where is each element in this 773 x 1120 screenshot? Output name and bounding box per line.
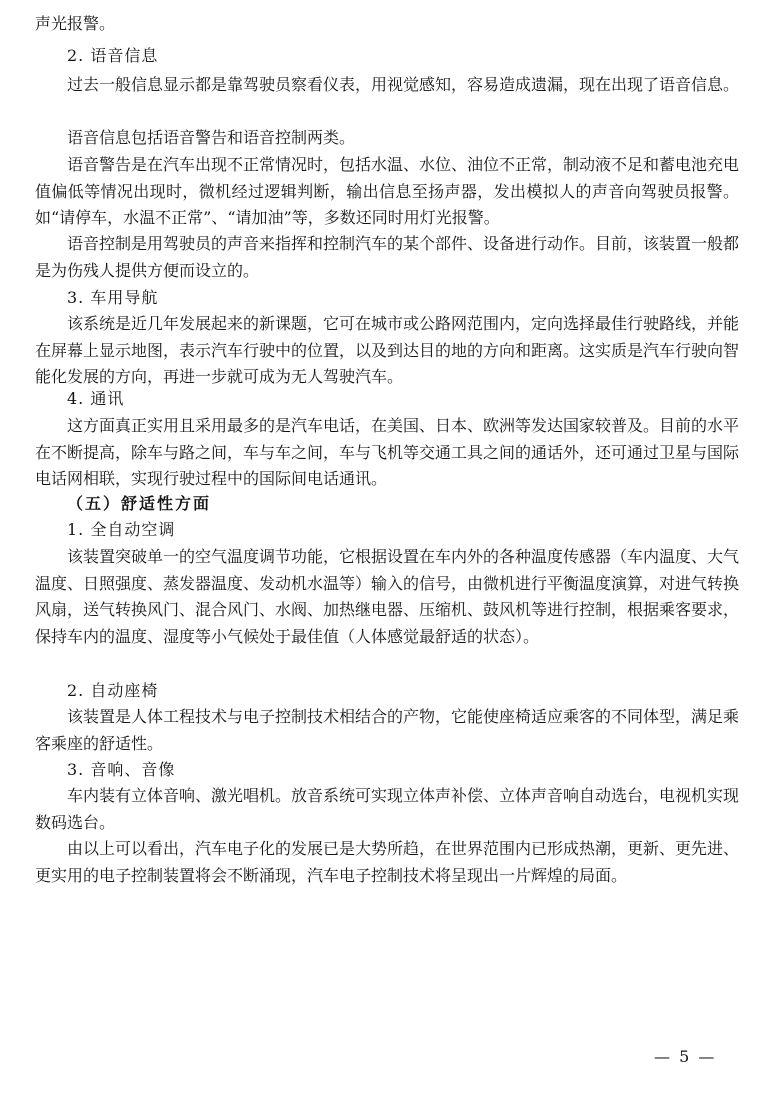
paragraph-audio-video: 车内装有立体音响、激光唱机。放音系统可实现立体声补偿、立体声音响自动选台，电视机实现数码选台。 <box>35 786 740 832</box>
paragraph-auto-seat: 该装置是人体工程技术与电子控制技术相结合的产物，它能使座椅适应乘客的不同体型，满足乘客乘座的舒适性。 <box>35 707 740 753</box>
page-number: — 5 — <box>654 1047 717 1066</box>
paragraph-auto-ac: 该装置突破单一的空气温度调节功能，它根据设置在车内外的各种温度传感器（车内温度、大气温度、日照强度、蒸发器温度、发动机水温等）输入的信号，由微机进行平衡温度演算，对进气转换风扇，送气转换风门、混合风门、水阀、加热继电器、压缩机、鼓风机等进行控制，根据乘客要求，保持车内的温度、湿度等小气候处于最佳值（人体感觉最舒适的状态）。 <box>35 547 740 646</box>
heading-comfort: （五）舒适性方面 <box>67 494 212 513</box>
paragraph-conclusion: 由以上可以看出，汽车电子化的发展已是大势所趋，在世界范围内已形成热潮，更新、更先进、更实用的电子控制装置将会不断涌现，汽车电子控制技术将呈现出一片辉煌的局面。 <box>35 839 740 885</box>
paragraph-voice-info-intro: 过去一般信息显示都是靠驾驶员察看仪表，用视觉感知，容易造成遗漏，现在出现了语音信息。 <box>67 75 740 94</box>
paragraph-voice-control: 语音控制是用驾驶员的声音来指挥和控制汽车的某个部件、设备进行动作。目前，该装置一般都是为伤残人提供方便而设立的。 <box>35 234 740 280</box>
heading-voice-info: 2. 语音信息 <box>67 46 159 65</box>
heading-auto-seat: 2. 自动座椅 <box>67 681 159 700</box>
heading-audio-video: 3. 音响、音像 <box>67 760 176 779</box>
paragraph-voice-types: 语音信息包括语音警告和语音控制两类。 <box>67 128 356 147</box>
heading-navigation: 3. 车用导航 <box>67 288 159 307</box>
paragraph-navigation: 该系统是近几年发展起来的新课题，它可在城市或公路网范围内，定向选择最佳行驶路线，并能在屏幕上显示地图，表示汽车行驶中的位置，以及到达目的地的方向和距离。这实质是汽车行驶向智能化发展的方向，再进一步就可成为无人驾驶汽车。 <box>35 314 740 386</box>
heading-communication: 4. 通讯 <box>67 389 125 408</box>
paragraph-voice-warning: 语音警告是在汽车出现不正常情况时，包括水温、水位、油位不正常，制动液不足和蓄电池充电值偏低等情况出现时，微机经过逻辑判断，输出信息至扬声器，发出模拟人的声音向驾驶员报警。如“请停车，水温不正常”、“请加油”等，多数还同时用灯光报警。 <box>35 155 740 227</box>
paragraph-communication: 这方面真正实用且采用最多的是汽车电话，在美国、日本、欧洲等发达国家较普及。目前的水平在不断提高，除车与路之间，车与车之间，车与飞机等交通工具之间的通话外，还可通过卫星与国际电话网相联，实现行驶过程中的国际间电话通讯。 <box>35 416 740 488</box>
heading-auto-ac: 1. 全自动空调 <box>67 520 176 539</box>
paragraph-continuation: 声光报警。 <box>35 14 116 33</box>
